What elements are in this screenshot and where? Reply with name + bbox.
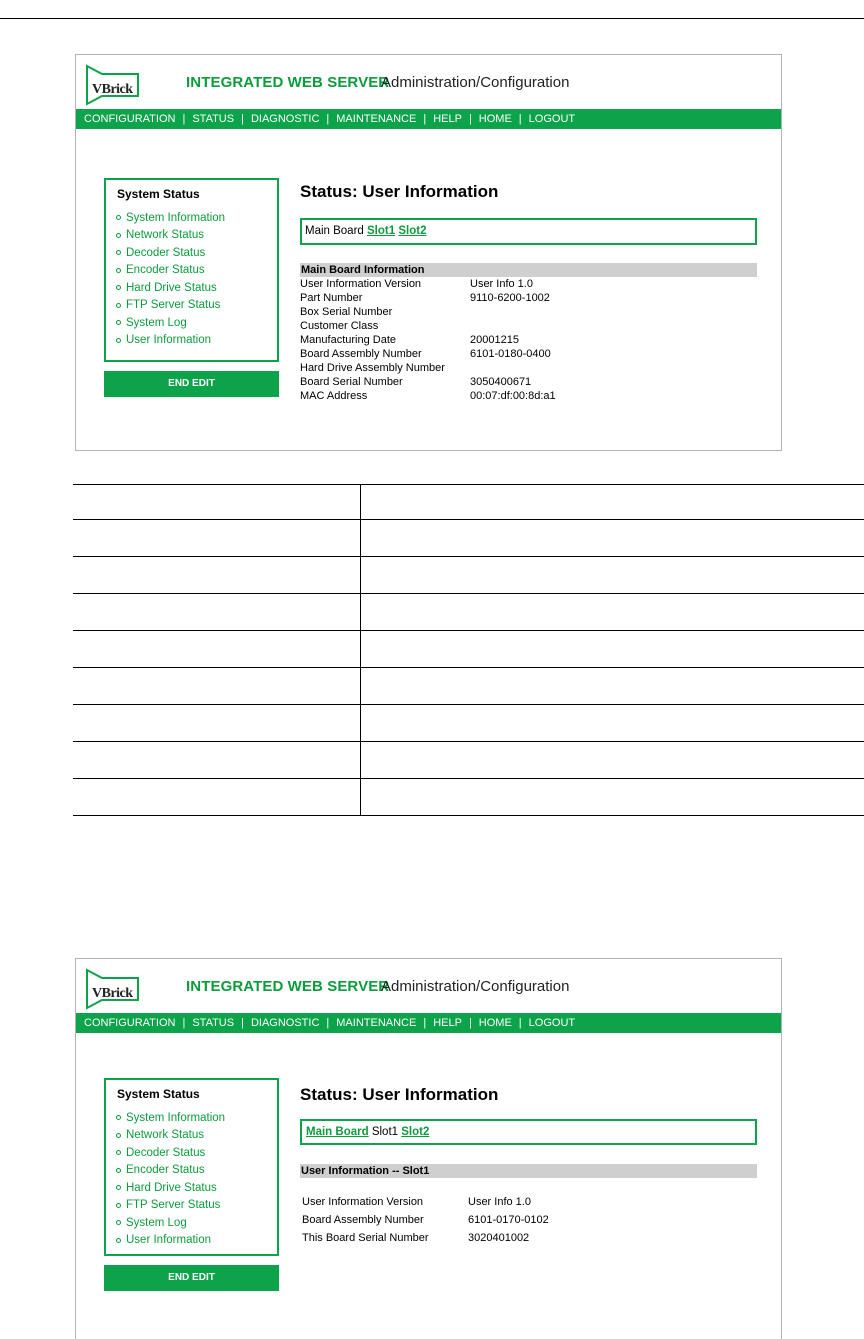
tab-slot2[interactable]: Slot2 — [398, 225, 427, 237]
nav-separator: | — [326, 1017, 330, 1029]
bullet-icon — [116, 1150, 121, 1155]
bullet-icon — [116, 1115, 121, 1120]
tab-main-board: Main Board — [305, 225, 364, 237]
table-row — [73, 485, 864, 520]
page-title: Status: User Information — [300, 182, 499, 201]
nav-separator: | — [518, 113, 522, 125]
nav-separator: | — [182, 113, 186, 125]
sidebar-item-decoder-status[interactable]: Decoder Status — [116, 1144, 225, 1162]
bullet-icon — [116, 303, 121, 308]
bullet-icon — [116, 268, 121, 273]
app-subtitle: Administration/Configuration — [381, 74, 570, 91]
top-navbar — [76, 109, 781, 129]
nav-configuration[interactable]: CONFIGURATION — [84, 113, 176, 125]
table-cell — [73, 705, 361, 742]
system-status-panel — [104, 1078, 279, 1256]
table-cell — [73, 779, 361, 816]
info-row: Board Assembly Number 6101-0180-0400 — [300, 348, 551, 360]
info-row: Box Serial Number — [300, 306, 393, 318]
field-description-table — [73, 484, 864, 816]
sidebar-item-network-status[interactable]: Network Status — [116, 1127, 225, 1145]
screenshot-main-board — [75, 54, 782, 451]
nav-maintenance[interactable]: MAINTENANCE — [336, 1017, 417, 1029]
bullet-icon — [116, 285, 121, 290]
sidebar-item-network-status[interactable]: Network Status — [116, 227, 225, 245]
sidebar-title: System Status — [117, 187, 200, 201]
nav-separator: | — [518, 1017, 522, 1029]
tab-slot2[interactable]: Slot2 — [401, 1126, 430, 1138]
table-row — [73, 557, 864, 594]
nav-help[interactable]: HELP — [433, 1017, 462, 1029]
screenshot-slot1 — [75, 958, 782, 1339]
nav-separator: | — [423, 113, 427, 125]
system-status-panel — [104, 178, 279, 362]
table-row — [73, 779, 864, 816]
info-row: This Board Serial Number 3020401002 — [302, 1232, 530, 1244]
info-row: User Information Version User Info 1.0 — [302, 1196, 531, 1208]
table-cell — [73, 594, 361, 631]
top-navbar — [76, 1013, 781, 1033]
app-subtitle: Administration/Configuration — [381, 978, 570, 995]
table-cell — [361, 779, 864, 816]
vbrick-logo — [84, 64, 140, 106]
table-cell — [73, 557, 361, 594]
bullet-icon — [116, 215, 121, 220]
bullet-icon — [116, 1220, 121, 1225]
sidebar-item-system-log[interactable]: System Log — [116, 1214, 225, 1232]
bullet-icon — [116, 1168, 121, 1173]
info-list — [302, 1193, 549, 1247]
nav-home[interactable]: HOME — [478, 1017, 512, 1029]
nav-separator: | — [241, 113, 244, 125]
nav-help[interactable]: HELP — [433, 113, 462, 125]
nav-diagnostic[interactable]: DIAGNOSTIC — [250, 113, 320, 125]
logo-text: VBrick — [92, 986, 133, 1001]
nav-status[interactable]: STATUS — [192, 1017, 235, 1029]
bullet-icon — [116, 1203, 121, 1208]
info-list — [300, 277, 556, 403]
section-header: Main Board Information — [300, 263, 757, 277]
tab-slot1[interactable]: Slot1 — [367, 225, 396, 237]
table-cell — [361, 668, 864, 705]
nav-status[interactable]: STATUS — [192, 113, 235, 125]
tab-main-board[interactable]: Main Board — [306, 1126, 369, 1138]
nav-diagnostic[interactable]: DIAGNOSTIC — [250, 1017, 320, 1029]
nav-separator: | — [468, 113, 472, 125]
info-row: User Information Version User Info 1.0 — [300, 278, 533, 290]
app-title: INTEGRATED WEB SERVER — [186, 978, 390, 995]
vbrick-logo — [84, 968, 140, 1010]
sidebar-item-hard-drive-status[interactable]: Hard Drive Status — [116, 1179, 225, 1197]
sidebar-item-hard-drive-status[interactable]: Hard Drive Status — [116, 279, 225, 297]
info-row: Part Number 9110-6200-1002 — [300, 292, 550, 304]
table-cell — [73, 631, 361, 668]
nav-maintenance[interactable]: MAINTENANCE — [336, 113, 417, 125]
end-edit-button[interactable]: END EDIT — [104, 1265, 279, 1291]
end-edit-button[interactable]: END EDIT — [104, 371, 279, 397]
table-cell — [361, 557, 864, 594]
info-row: Board Serial Number 3050400671 — [300, 376, 532, 388]
sidebar-item-user-information[interactable]: User Information — [116, 332, 225, 350]
sidebar-item-ftp-server-status[interactable]: FTP Server Status — [116, 1197, 225, 1215]
bullet-icon — [116, 338, 121, 343]
nav-separator: | — [182, 1017, 186, 1029]
sidebar-item-encoder-status[interactable]: Encoder Status — [116, 262, 225, 280]
bullet-icon — [116, 1133, 121, 1138]
bullet-icon — [116, 233, 121, 238]
table-cell — [361, 631, 864, 668]
sidebar-item-user-information[interactable]: User Information — [116, 1232, 225, 1250]
nav-separator: | — [423, 1017, 427, 1029]
table-cell — [361, 705, 864, 742]
sidebar-item-decoder-status[interactable]: Decoder Status — [116, 244, 225, 262]
table-row — [73, 520, 864, 557]
bullet-icon — [116, 320, 121, 325]
table-row — [73, 631, 864, 668]
nav-home[interactable]: HOME — [478, 113, 512, 125]
sidebar-item-system-log[interactable]: System Log — [116, 314, 225, 332]
info-row: MAC Address 00:07:df:00:8d:a1 — [300, 390, 556, 402]
sidebar-item-system-information[interactable]: System Information — [116, 209, 225, 227]
table-row — [73, 668, 864, 705]
sidebar-item-encoder-status[interactable]: Encoder Status — [116, 1162, 225, 1180]
bullet-icon — [116, 250, 121, 255]
table-cell — [73, 520, 361, 557]
page-title: Status: User Information — [300, 1085, 499, 1104]
info-row: Hard Drive Assembly Number — [300, 362, 445, 374]
nav-logout[interactable]: LOGOUT — [528, 1017, 576, 1029]
table-cell — [361, 485, 864, 520]
nav-separator: | — [241, 1017, 244, 1029]
info-row: Manufacturing Date 20001215 — [300, 334, 519, 346]
table-cell — [361, 742, 864, 779]
table-cell — [361, 594, 864, 631]
table-cell — [73, 485, 361, 520]
logo-text: VBrick — [92, 82, 133, 97]
table-row — [73, 594, 864, 631]
bullet-icon — [116, 1185, 121, 1190]
table-row — [73, 705, 864, 742]
section-header: User Information -- Slot1 — [300, 1164, 757, 1178]
tab-slot1: Slot1 — [371, 1126, 399, 1138]
page-top-rule — [0, 18, 864, 19]
sidebar-item-ftp-server-status[interactable]: FTP Server Status — [116, 297, 225, 315]
app-title: INTEGRATED WEB SERVER — [186, 74, 390, 91]
sidebar-title: System Status — [117, 1087, 200, 1101]
nav-logout[interactable]: LOGOUT — [528, 113, 576, 125]
board-tabs — [300, 218, 757, 245]
table-row — [73, 742, 864, 779]
info-row: Board Assembly Number 6101-0170-0102 — [302, 1214, 549, 1226]
table-cell — [73, 668, 361, 705]
nav-separator: | — [468, 1017, 472, 1029]
bullet-icon — [116, 1238, 121, 1243]
nav-configuration[interactable]: CONFIGURATION — [84, 1017, 176, 1029]
nav-separator: | — [326, 113, 330, 125]
sidebar-item-system-information[interactable]: System Information — [116, 1109, 225, 1127]
table-cell — [73, 742, 361, 779]
board-tabs — [300, 1119, 757, 1145]
info-row: Customer Class — [300, 320, 379, 332]
table-cell — [361, 520, 864, 557]
